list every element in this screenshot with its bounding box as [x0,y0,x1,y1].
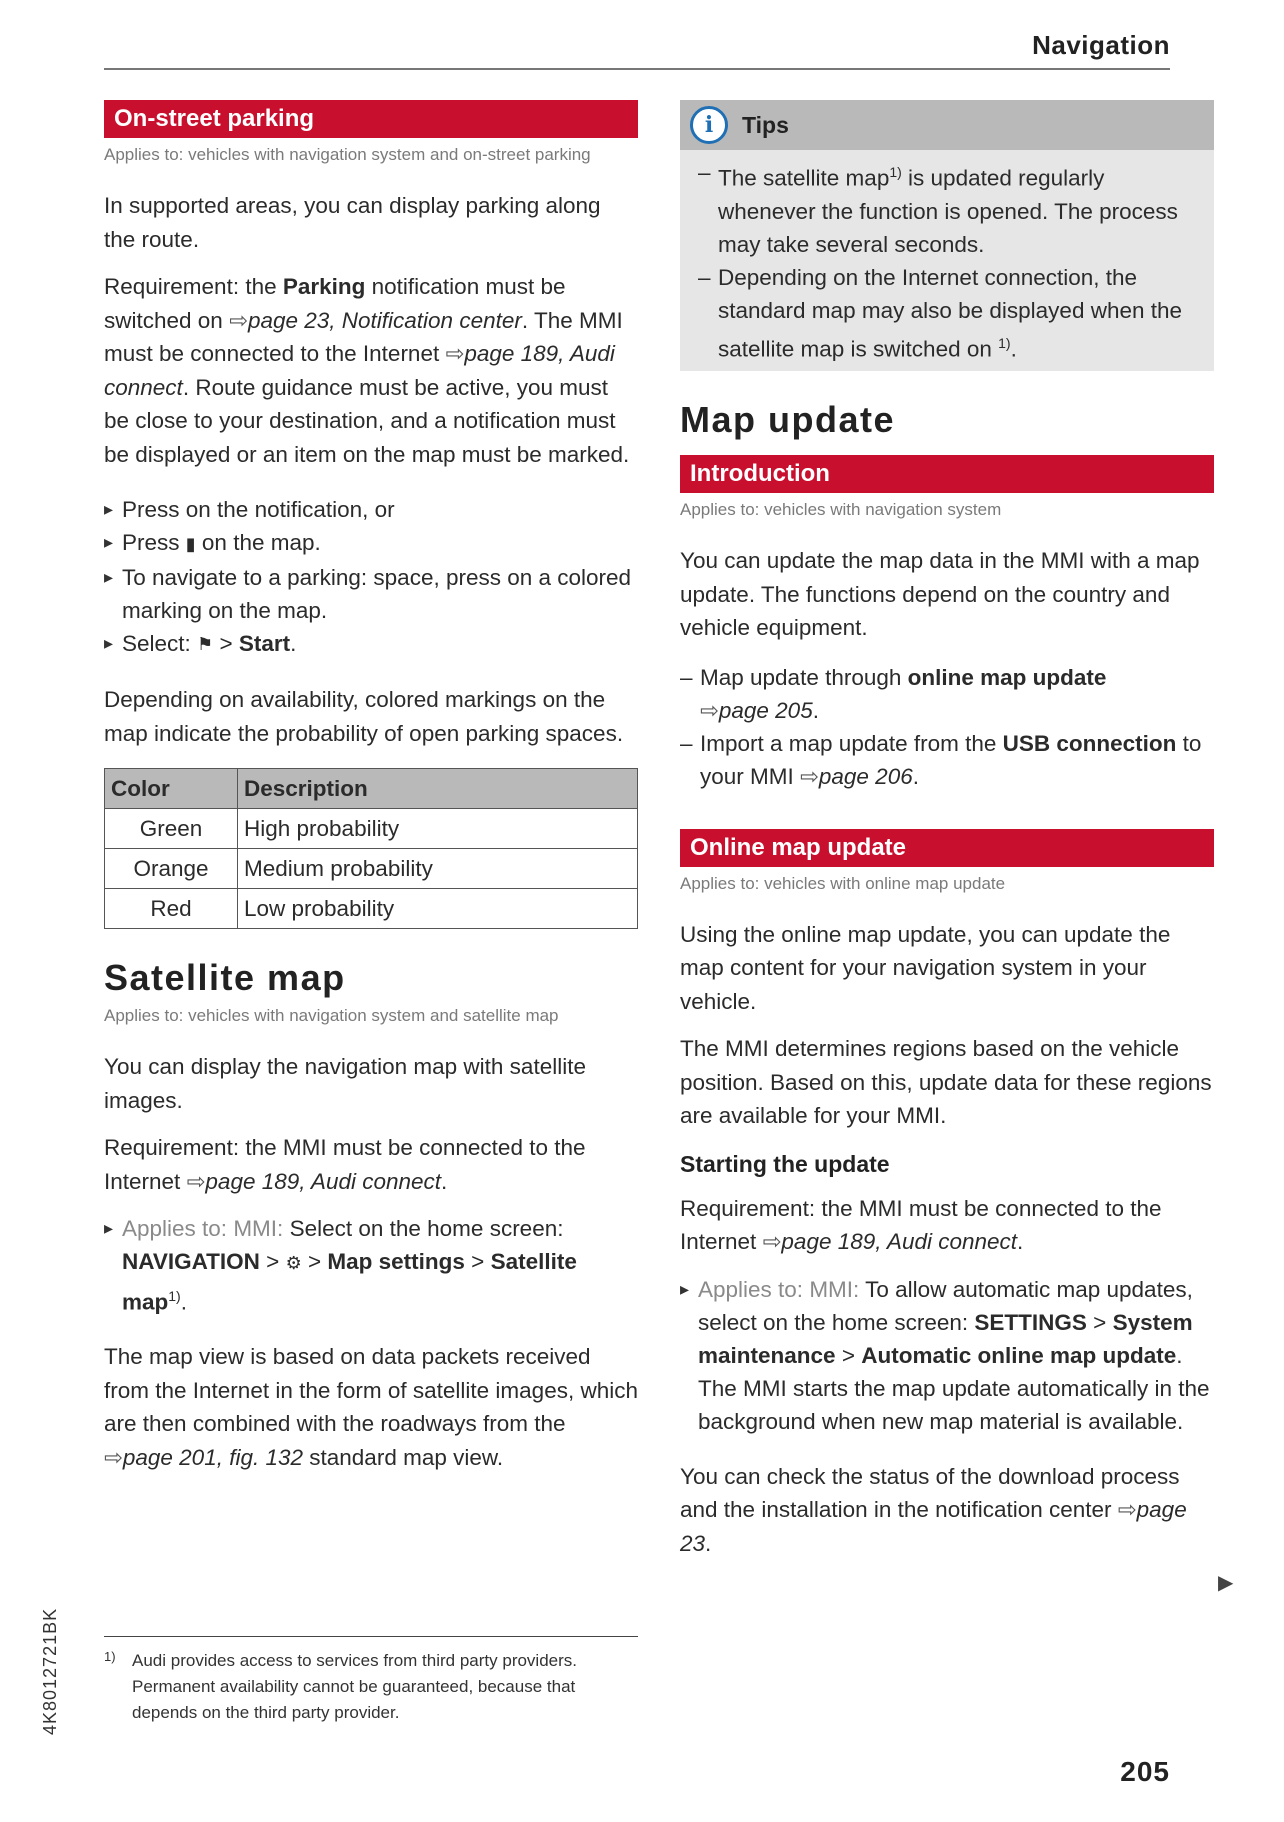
table-cell: Low probability [238,889,638,929]
paragraph: You can check the status of the download process and the installation in the notification center ⇨page 23. [680,1463,1187,1556]
right-column [680,100,1214,1560]
on-street-parking-bar: On-street parking [104,100,638,138]
page-number: 205 [1120,1756,1170,1787]
requirement-paragraph: Requirement: the MMI must be connected to the Internet ⇨page 189, Audi connect. [104,1135,586,1194]
table-row [105,809,638,849]
table-header-row [105,769,638,809]
table-header: Color [105,769,238,809]
left-column [104,100,638,1474]
page-reference-link[interactable]: page 23, Notification center [247,307,522,333]
paragraph: Depending on availability, colored markings on the map indicate the probability of open parking spaces. [104,687,624,746]
tips-box [680,100,1214,371]
right-arrow-icon: ⇨ [800,763,819,789]
satellite-map-heading: Satellite map [104,957,346,999]
page-reference-link[interactable]: page 205 [718,697,813,723]
section-title: Navigation [1032,30,1170,60]
table-row [105,849,638,889]
requirement-paragraph: Requirement: the MMI must be connected to the Internet ⇨page 189, Audi connect. [680,1195,1162,1254]
online-map-update-bar: Online map update [680,829,1214,867]
footnote-text: Audi provides access to services from third party providers. Permanent availability cannot be guaranteed, because that depends on the third party provider. [132,1651,578,1722]
tip-item: – The satellite map$^{1)}$ is updated regularly whenever the function is opened. The process may take several seconds. [698,156,1184,261]
document-code: 4K8012721BK [40,1607,60,1735]
parking-icon: ▮ [185,533,196,554]
applies-to-note: Applies to: vehicles with navigation system and satellite map [104,1006,559,1026]
table-cell: Orange [105,849,238,889]
list-item: ▸ Applies to: MMI: Select on the home screen: NAVIGATION > ⚙ > Map settings > Satellite map$^{1)}$. [104,1212,638,1318]
page-reference-link[interactable]: page 23 [680,1497,1187,1556]
list-item: – Import a map update from the USB connection to your MMI ⇨page 206. [680,727,1214,793]
applies-to-note: Applies to: vehicles with navigation system [680,500,1002,519]
page-reference-link[interactable]: page 189, Audi connect [104,341,615,400]
requirement-paragraph: Requirement: the Parking notification must be switched on ⇨page 23, Notification center. The MMI must be connected to the Internet ⇨page 189, Audi connect. Route guidance must be active, you must be close to your destination, and a notification must be displayed or an item on the map must be marked. [104,274,630,467]
info-icon: i [690,106,728,144]
dash-list [680,661,1214,793]
table-row [105,889,638,929]
footnote-mark: 1) [104,1649,116,1664]
starting-update-heading: Starting the update [680,1150,890,1177]
footnote-rule [104,1636,638,1637]
right-arrow-icon: ⇨ [1117,1497,1137,1522]
right-arrow-icon: ⇨ [762,1229,782,1254]
applies-to-note: Applies to: vehicles with navigation system and on-street parking [104,145,591,164]
probability-table [104,768,638,929]
right-arrow-icon: ⇨ [445,341,465,366]
gear-icon: ⚙ [285,1252,302,1273]
instruction-list [104,493,638,661]
list-item: ▸ Press on the notification, or [104,493,638,526]
introduction-bar: Introduction [680,455,1214,493]
page-reference-link[interactable]: page 206 [818,763,913,789]
right-arrow-icon: ⇨ [700,697,719,723]
right-arrow-icon: ⇨ [186,1168,206,1194]
paragraph: You can display the navigation map with satellite images. [104,1054,586,1113]
footnote [104,1648,638,1726]
table-header: Description [238,769,638,809]
tips-body [680,150,1214,371]
page-reference-link[interactable]: page 189, Audi connect [205,1168,442,1194]
paragraph: Using the online map update, you can update the map content for your navigation system in your vehicle. [680,921,1171,1014]
table-cell: High probability [238,809,638,849]
table-cell: Green [105,809,238,849]
paragraph: The MMI determines regions based on the vehicle position. Based on this, update data for these regions are available for your MMI. [680,1036,1212,1128]
destination-flag-icon: ⚑ [197,634,214,655]
right-arrow-icon: ⇨ [229,307,248,333]
list-item: ▸ Select: ⚑ > Start. [104,627,638,662]
right-arrow-icon: ⇨ [104,1444,123,1470]
map-update-heading: Map update [680,399,896,440]
table-cell: Red [105,889,238,929]
header-rule [104,68,1170,70]
paragraph: You can update the map data in the MMI with a map update. The functions depend on the country and vehicle equipment. [680,548,1200,640]
table-cell: Medium probability [238,849,638,889]
tips-header [680,100,1214,150]
tip-item: – Depending on the Internet connection, the standard map may also be displayed when the satellite map is switched on $^{1)}$. [698,261,1184,366]
applies-to-note: Applies to: vehicles with online map update [680,873,1006,893]
continue-triangle-icon: ▶ [1218,1572,1234,1594]
tips-title: Tips [742,111,789,138]
page-reference-link[interactable]: page 201, fig. 132 [122,1444,304,1470]
list-item: ▸ Press ▮ on the map. [104,526,638,561]
list-item: ▸ Applies to: MMI: To allow automatic map updates, select on the home screen: SETTINGS > System maintenance > Automatic online map update. The MMI starts the map update automatically in the background when new map material is available. [680,1273,1214,1438]
paragraph: In supported areas, you can display parking along the route. [104,193,601,252]
list-item: – Map update through online map update ⇨page 205. [680,661,1214,727]
paragraph: The map view is based on data packets received from the Internet in the form of satellite images, which are then combined with the roadways from the ⇨page 201, fig. 132 standard map view. [104,1344,638,1470]
list-item: ▸ To navigate to a parking: space, press on a colored marking on the map. [104,561,638,627]
page-reference-link[interactable]: page 189, Audi connect [781,1229,1018,1254]
